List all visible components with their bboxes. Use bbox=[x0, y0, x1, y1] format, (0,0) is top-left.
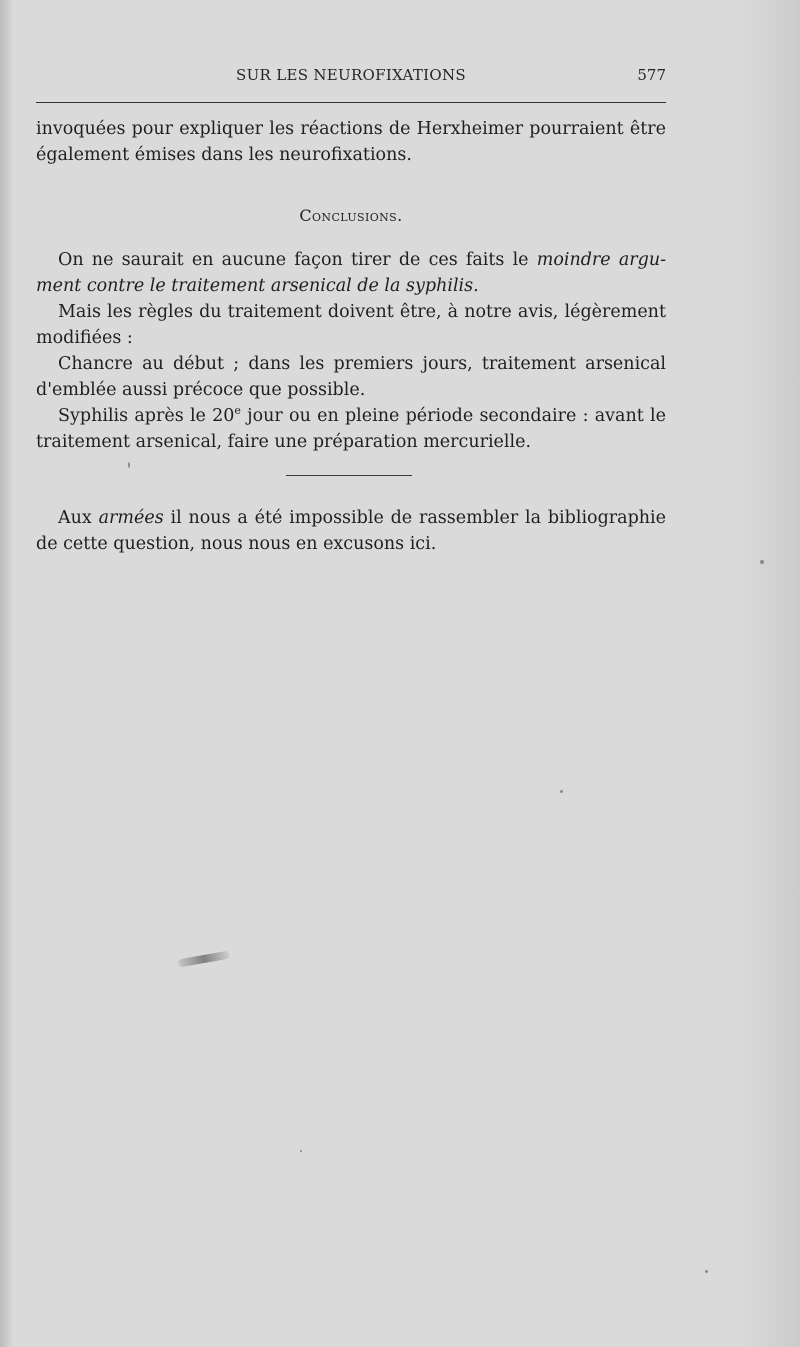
page-number: 577 bbox=[637, 66, 666, 84]
p4-text-end: jour ou en pleine période secondaire : avant le traitement arsenical, faire une préparation mercurielle. bbox=[36, 406, 666, 452]
note-italic: armées bbox=[98, 508, 164, 528]
conclusion-paragraph-1 bbox=[36, 247, 666, 299]
conclusion-paragraph-3: Chancre au début ; dans les premiers jours, traitement arsenical d'emblée aussi précoce que possible. bbox=[36, 354, 666, 400]
intro-line-1: invoquées pour expliquer les réactions de Herxheimer pourraient être bbox=[36, 119, 666, 139]
footnote-paragraph bbox=[36, 505, 666, 557]
intro-line-2: également émises dans les neurofixations. bbox=[36, 145, 412, 165]
page-edge-shadow-right bbox=[740, 0, 800, 1347]
paper-stain bbox=[178, 951, 231, 968]
running-title: SUR LES NEUROFIXATIONS bbox=[236, 66, 466, 84]
separator-rule bbox=[286, 475, 412, 476]
conclusions-body bbox=[36, 247, 666, 455]
p4-text-start: Syphilis après le 20 bbox=[58, 406, 235, 426]
p1-italic-text: moindre argu- ment contre le traitement arsenical de la syphilis. bbox=[36, 250, 667, 296]
paper-speck bbox=[760, 560, 764, 564]
paper-speck bbox=[705, 1270, 708, 1273]
header-rule bbox=[36, 102, 666, 103]
note-start: Aux bbox=[58, 508, 99, 528]
note-paragraph bbox=[36, 505, 666, 557]
p1-text: On ne saurait en aucune façon tirer de ces faits le bbox=[58, 250, 537, 270]
intro-paragraph bbox=[36, 116, 666, 168]
conclusion-paragraph-2: Mais les règles du traitement doivent être, à notre avis, légèrement modifiées : bbox=[36, 302, 666, 348]
paper-speck bbox=[300, 1150, 302, 1152]
p4-superscript: e bbox=[234, 404, 241, 418]
section-heading: Conclusions. bbox=[299, 206, 403, 225]
paper-speck bbox=[128, 462, 130, 468]
conclusion-paragraph-4 bbox=[36, 403, 666, 455]
page-edge-shadow bbox=[0, 0, 12, 1347]
note-end: il nous a été impossible de rassembler la bibliographie de cette question, nous nous en excusons ici. bbox=[36, 508, 667, 554]
paper-speck bbox=[560, 790, 563, 793]
running-head bbox=[36, 62, 666, 88]
